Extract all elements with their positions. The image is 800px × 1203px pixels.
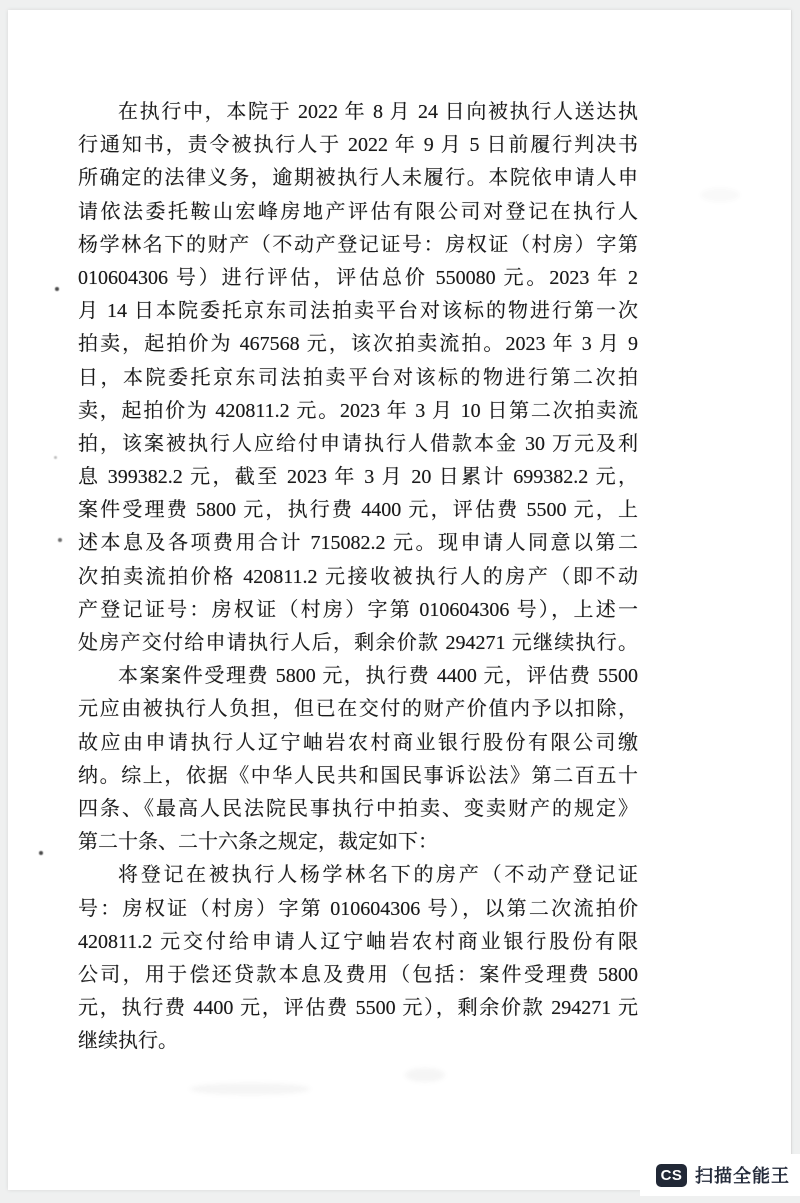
text-line: 日，本院委托京东司法拍卖平台对该标的物进行第二次拍 bbox=[78, 366, 638, 389]
text-line: 产登记证号：房权证（村房）字第 010604306 号），上述一 bbox=[78, 598, 638, 621]
text-line: 所确定的法律义务，逾期被执行人未履行。本院依申请人申 bbox=[78, 167, 638, 190]
scan-speck bbox=[58, 538, 62, 542]
scan-smudge bbox=[190, 1083, 310, 1095]
text-line: 号：房权证（村房）字第 010604306 号），以第二次流拍价 bbox=[78, 897, 638, 920]
text-line: 息 399382.2 元，截至 2023 年 3 月 20 日累计 699382.2 元， bbox=[78, 466, 638, 489]
text-line: 元，执行费 4400 元，评估费 5500 元），剩余价款 294271 元 bbox=[78, 997, 638, 1020]
scan-speck bbox=[55, 287, 59, 291]
text-line: 将登记在被执行人杨学林名下的房产（不动产登记证 bbox=[118, 864, 638, 887]
text-line: 在执行中，本院于 2022 年 8 月 24 日向被执行人送达执 bbox=[118, 101, 638, 123]
camscanner-logo-icon: CS bbox=[656, 1164, 687, 1187]
text-line: 420811.2 元交付给申请人辽宁岫岩农村商业银行股份有限 bbox=[78, 930, 638, 953]
text-line: 拍卖，起拍价为 467568 元，该次拍卖流拍。2023 年 3 月 9 bbox=[78, 333, 638, 356]
text-line: 本案案件受理费 5800 元，执行费 4400 元，评估费 5500 bbox=[118, 665, 638, 688]
text-line: 述本息及各项费用合计 715082.2 元。现申请人同意以第二 bbox=[78, 532, 638, 555]
text-line: 元应由被执行人负担，但已在交付的财产价值内予以扣除， bbox=[78, 698, 638, 721]
document-page bbox=[8, 10, 791, 1190]
camscanner-watermark-label: 扫描全能王 bbox=[695, 1166, 790, 1186]
scan-speck bbox=[54, 456, 57, 459]
text-line: 纳。综上，依据《中华人民共和国民事诉讼法》第二百五十 bbox=[78, 764, 638, 787]
document-body bbox=[78, 96, 638, 1058]
scan-speck bbox=[39, 851, 43, 855]
text-line: 行通知书，责令被执行人于 2022 年 9 月 5 日前履行判决书 bbox=[78, 134, 638, 157]
text-line: 公司，用于偿还贷款本息及费用（包括：案件受理费 5800 bbox=[78, 963, 638, 986]
scan-smudge bbox=[700, 188, 740, 202]
text-line: 月 14 日本院委托京东司法拍卖平台对该标的物进行第一次 bbox=[78, 300, 638, 323]
text-line: 故应由申请执行人辽宁岫岩农村商业银行股份有限公司缴 bbox=[78, 731, 638, 754]
text-line: 次拍卖流拍价格 420811.2 元接收被执行人的房产（即不动 bbox=[78, 565, 638, 588]
scan-smudge bbox=[405, 1068, 445, 1082]
paragraph bbox=[78, 859, 638, 1058]
text-line: 010604306 号）进行评估，评估总价 550080 元。2023 年 2 bbox=[78, 266, 638, 289]
text-line: 四条、《最高人民法院民事执行中拍卖、变卖财产的规定》 bbox=[78, 797, 638, 820]
text-line: 卖，起拍价为 420811.2 元。2023 年 3 月 10 日第二次拍卖流 bbox=[78, 399, 638, 422]
text-line: 请依法委托鞍山宏峰房地产评估有限公司对登记在执行人 bbox=[78, 200, 638, 223]
text-line: 拍，该案被执行人应给付申请执行人借款本金 30 万元及利 bbox=[78, 432, 638, 455]
text-line: 处房产交付给申请执行人后，剩余价款 294271 元继续执行。 bbox=[78, 632, 638, 654]
text-line: 继续执行。 bbox=[78, 1030, 178, 1053]
paragraph bbox=[78, 660, 638, 859]
camscanner-watermark bbox=[640, 1154, 800, 1196]
text-line: 第二十条、二十六条之规定，裁定如下： bbox=[78, 831, 438, 854]
text-line: 杨学林名下的财产（不动产登记证号：房权证（村房）字第 bbox=[78, 233, 638, 256]
text-line: 案件受理费 5800 元，执行费 4400 元，评估费 5500 元，上 bbox=[78, 499, 638, 522]
paragraph bbox=[78, 96, 638, 660]
